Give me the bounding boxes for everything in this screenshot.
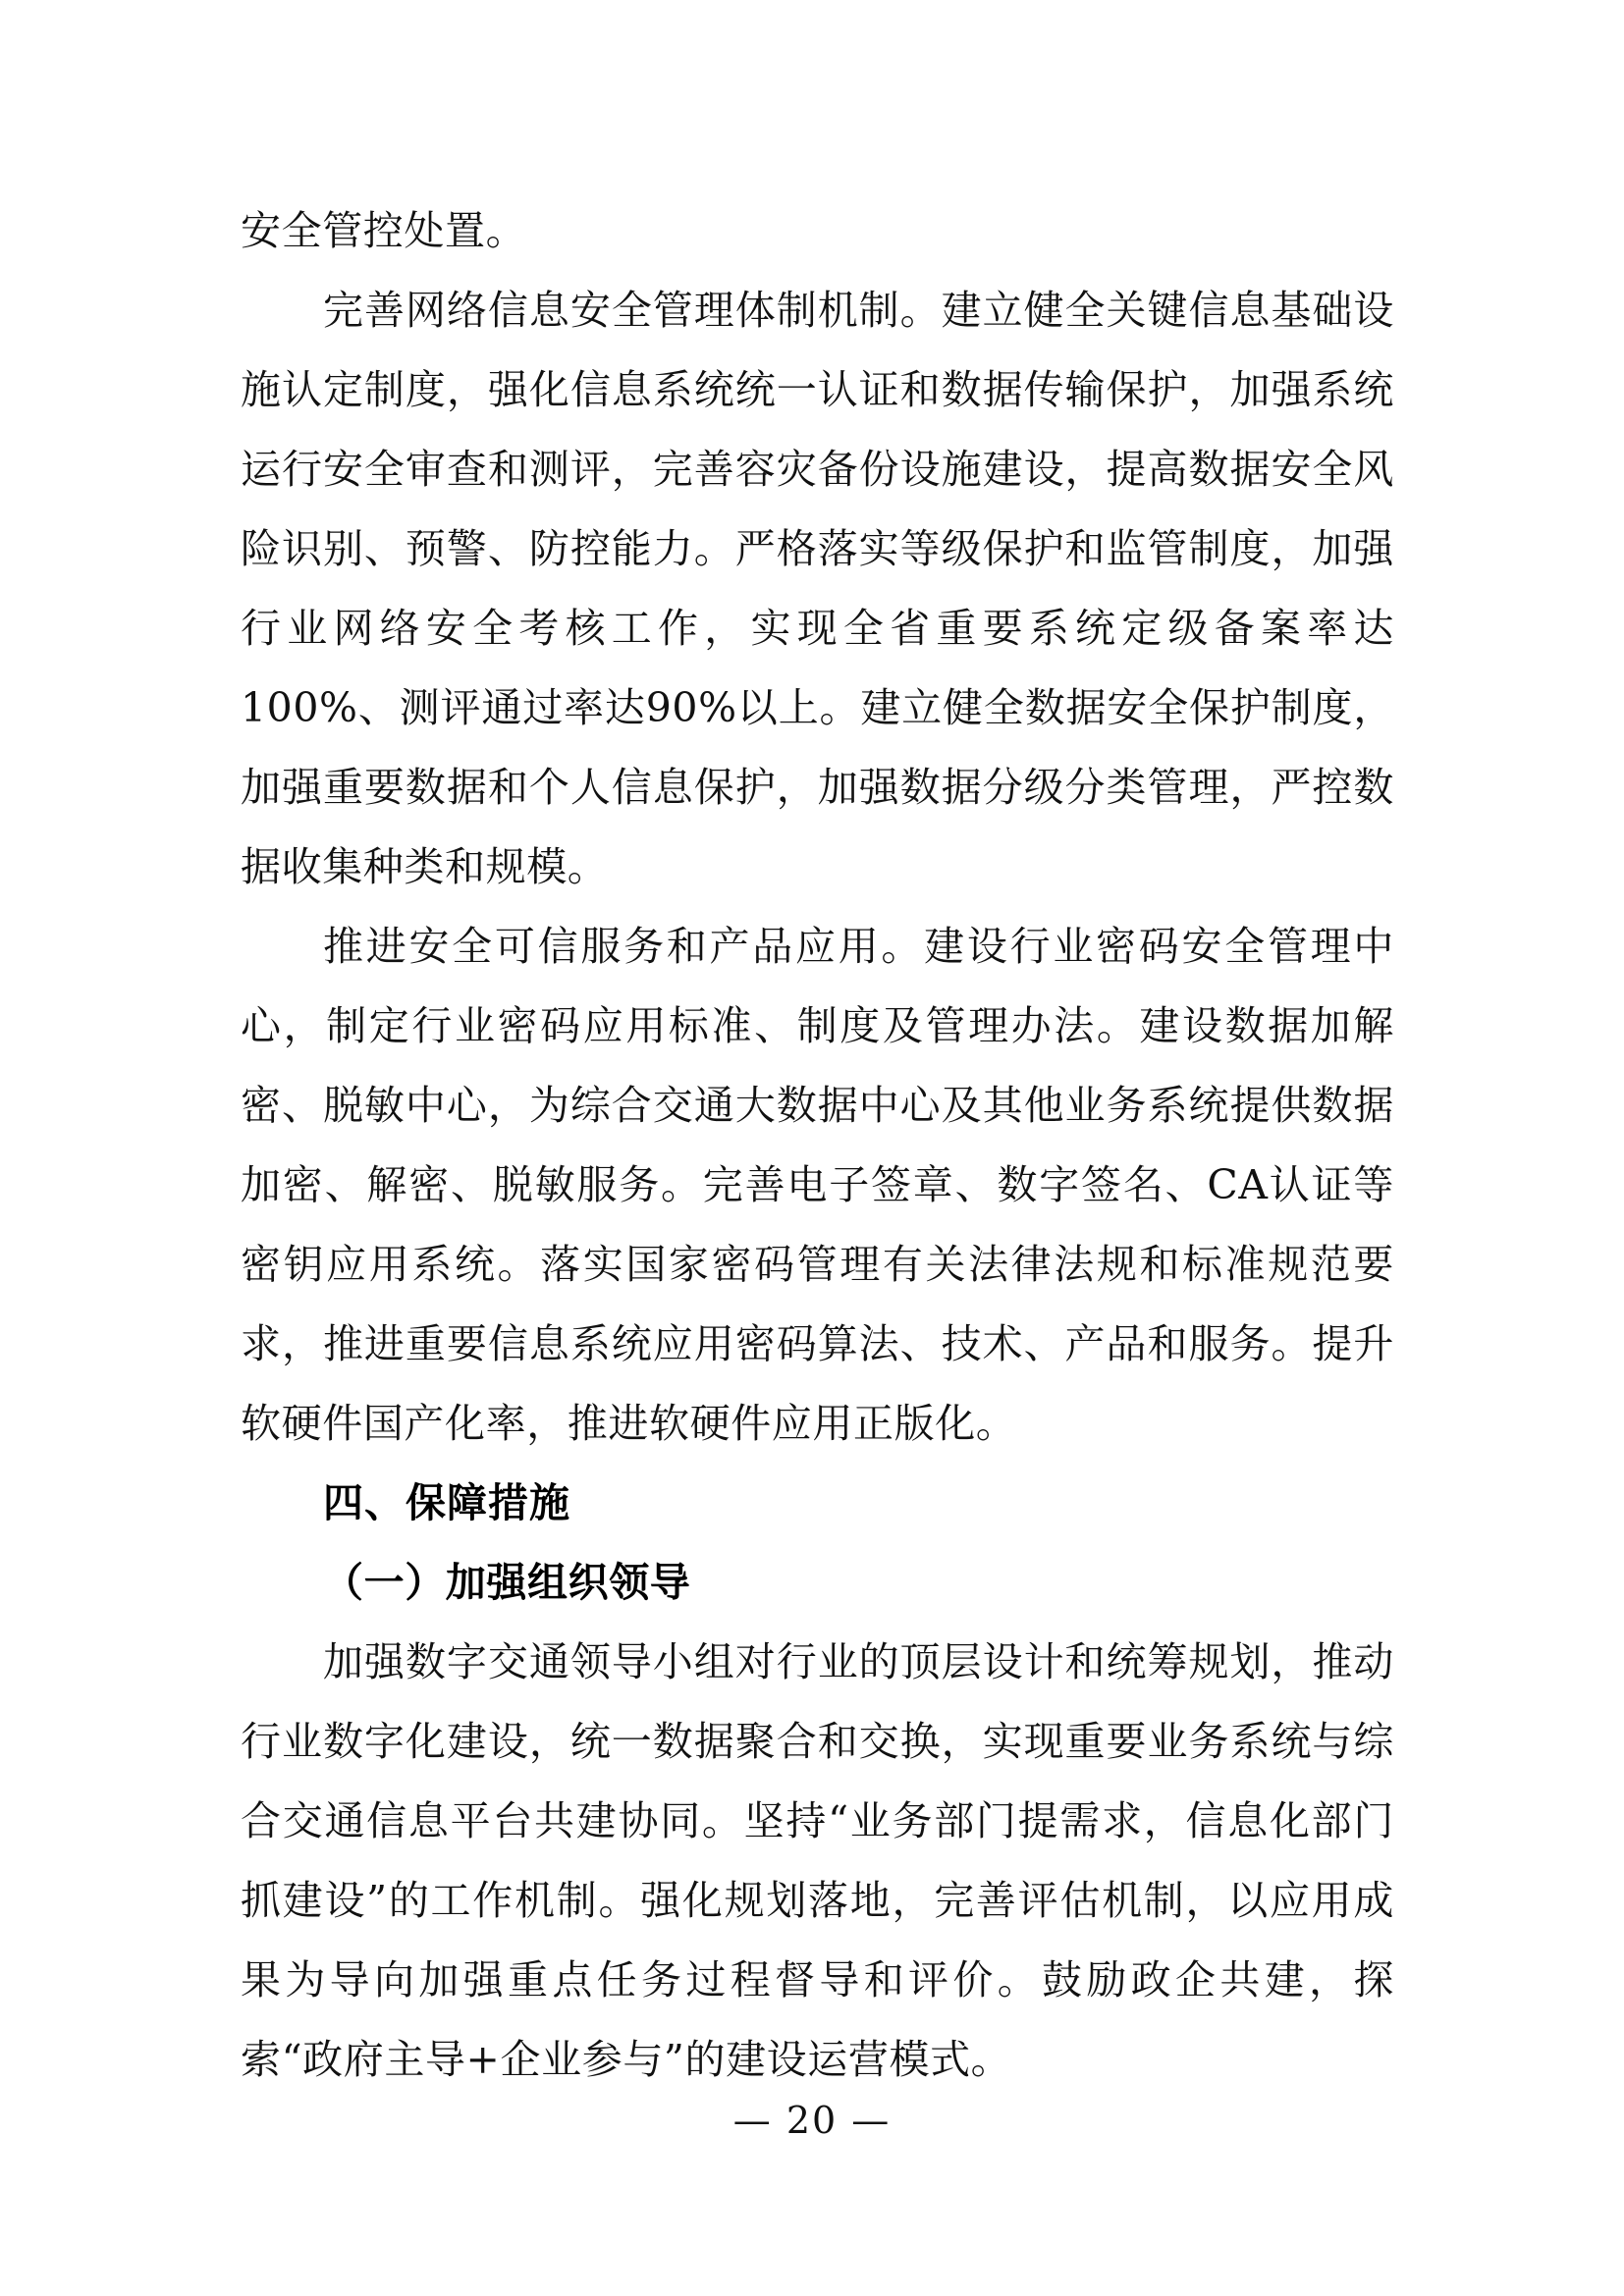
page-number: — 20 —: [732, 2099, 892, 2142]
paragraph-trusted-services: 推进安全可信服务和产品应用。建设行业密码安全管理中心，制定行业密码应用标准、制度及管理办法。建设数据加解密、脱敏中心，为综合交通大数据中心及其他业务系统提供数据加密、解密、脱敏服务。完善电子签章、数字签名、CA认证等密钥应用系统。落实国家密码管理有关法律法规和标准规范要求，推进重要信息系统应用密码算法、技术、产品和服务。提升软硬件国产化率，推进软硬件应用正版化。: [241, 923, 1394, 1447]
paragraph-continuation: 安全管控处置。: [241, 207, 527, 254]
paragraph-network-security-system: 完善网络信息安全管理体制机制。建立健全关键信息基础设施认定制度，强化信息系统统一认证和数据传输保护，加强系统运行安全审查和测评，完善容灾备份设施建设，提高数据安全风险识别、预警、防控能力。严格落实等级保护和监管制度，加强行业网络安全考核工作，实现全省重要系统定级备案率达100%、测评通过率达90%以上。建立健全数据安全保护制度，加强重要数据和个人信息保护，加强数据分级分类管理，严控数据收集种类和规模。: [241, 287, 1394, 890]
subsection-heading-strengthen-leadership: （一）加强组织领导: [323, 1559, 691, 1606]
section-heading-safeguard-measures: 四、保障措施: [323, 1479, 570, 1526]
document-body: [241, 191, 1394, 2100]
paragraph-organization-leadership: 加强数字交通领导小组对行业的顶层设计和统筹规划，推动行业数字化建设，统一数据聚合和交换，实现重要业务系统与综合交通信息平台共建协同。坚持“业务部门提需求，信息化部门抓建设”的工作机制。强化规划落地，完善评估机制，以应用成果为导向加强重点任务过程督导和评价。鼓励政企共建，探索“政府主导+企业参与”的建设运营模式。: [241, 1638, 1394, 2083]
